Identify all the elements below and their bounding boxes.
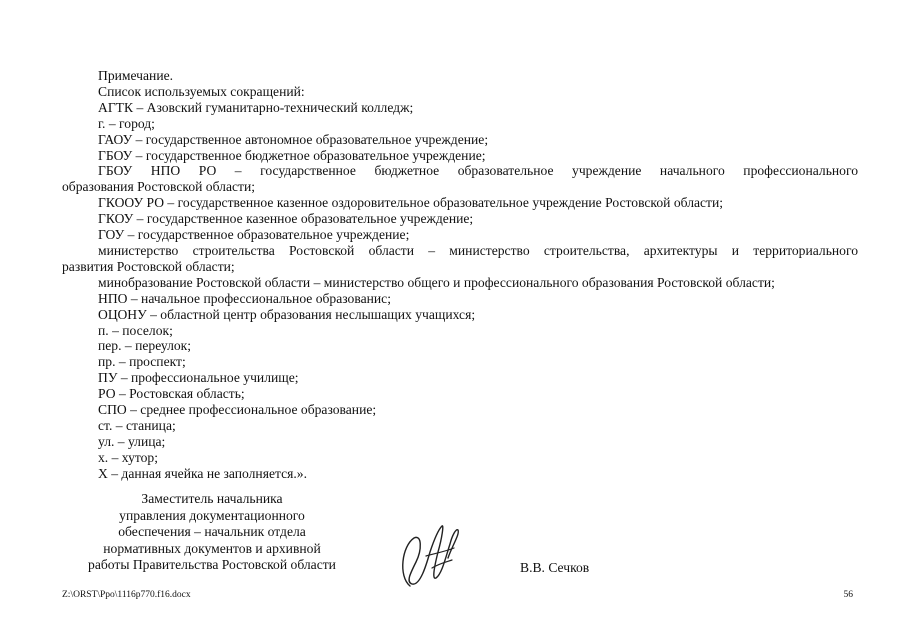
abbreviation-line: ГОУ – государственное образовательное учреждение; — [98, 227, 410, 243]
signer-name: В.В. Сечков — [520, 560, 590, 575]
file-path: Z:\ORST\Ppo\1116p770.f16.docx — [62, 590, 191, 600]
abbreviation-line: ОЦОНУ – областной центр образования неслышащих учащихся; — [98, 306, 476, 322]
signatory-title-line: управления документационного — [119, 507, 305, 523]
abbreviation-line: минобразование Ростовской области – министерство общего и профессионального образования Ростовской области; — [98, 274, 775, 290]
abbreviation-line-continuation: развития Ростовской области; — [62, 258, 235, 274]
abbreviation-line-continuation: образования Ростовской области; — [62, 179, 256, 195]
abbreviation-line: п. – поселок; — [98, 322, 173, 338]
signatory-title-line: обеспечения – начальник отдела — [118, 524, 306, 540]
abbreviation-line: ГКООУ РО – государственное казенное оздоровительное образовательное учреждение Ростовской области; — [98, 195, 724, 211]
abbreviation-line: министерство строительства Ростовской области – министерство строительства, архитектуры и территориального — [98, 242, 858, 258]
abbreviation-line: РО – Ростовская область; — [98, 386, 245, 402]
notes-heading: Примечание. — [98, 68, 174, 83]
abbreviation-line: пер. – переулок; — [98, 338, 192, 354]
signatory-title-line: работы Правительства Ростовской области — [88, 557, 336, 573]
abbreviation-line: х. – хутор; — [98, 449, 158, 465]
signatory-title — [62, 491, 362, 574]
page-number: 56 — [843, 590, 853, 600]
notes-intro: Список используемых сокращений: — [98, 83, 305, 99]
abbreviation-line: пр. – проспект; — [98, 354, 186, 370]
abbreviation-line: СПО – среднее профессиональное образование; — [98, 402, 377, 418]
abbreviation-line: ГКОУ – государственное казенное образовательное учреждение; — [98, 211, 474, 227]
abbreviation-notes — [62, 68, 858, 482]
abbreviation-line: ГБОУ НПО РО – государственное бюджетное образовательное учреждение начального профессионального — [98, 163, 858, 179]
handwritten-signature — [392, 516, 472, 596]
abbreviation-line: АГТК – Азовский гуманитарно-технический колледж; — [98, 99, 414, 115]
abbreviation-line: Х – данная ячейка не заполняется.». — [98, 465, 307, 481]
signatory-title-line: нормативных документов и архивной — [103, 540, 321, 556]
abbreviation-line: ГБОУ – государственное бюджетное образовательное учреждение; — [98, 147, 486, 163]
signatory-title-line: Заместитель начальника — [141, 491, 283, 506]
abbreviation-line: г. – город; — [98, 115, 155, 131]
abbreviation-line: ст. – станица; — [98, 417, 176, 433]
abbreviation-list — [62, 100, 858, 482]
abbreviation-line: ул. – улица; — [98, 433, 166, 449]
abbreviation-line: ПУ – профессиональное училище; — [98, 370, 299, 386]
abbreviation-line: НПО – начальное профессиональное образованис; — [98, 290, 391, 306]
abbreviation-line: ГАОУ – государственное автономное образовательное учреждение; — [98, 131, 489, 147]
